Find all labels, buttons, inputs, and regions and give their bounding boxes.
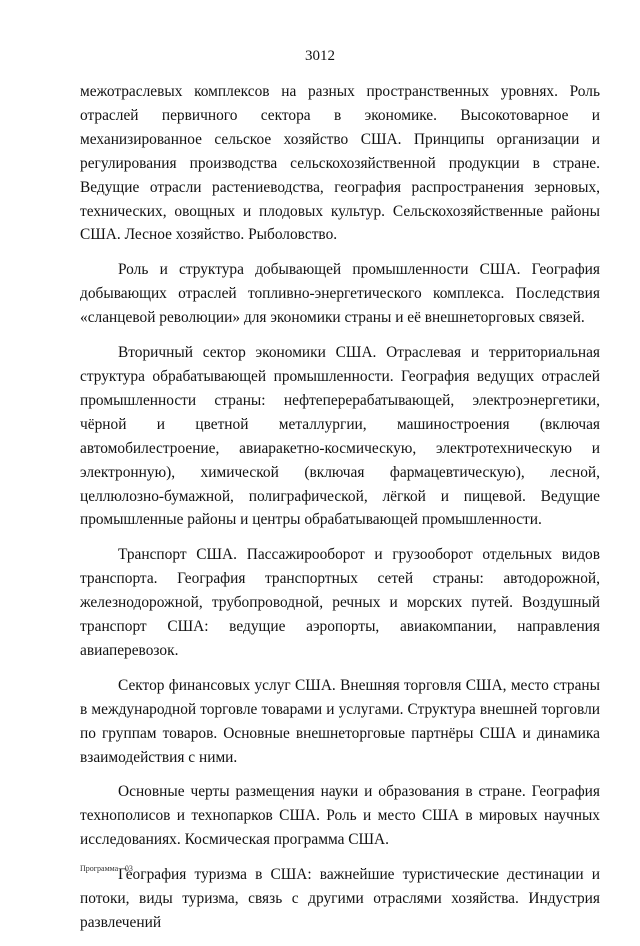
paragraph-finance-trade: Сектор финансовых услуг США. Внешняя торговля США, место страны в международной торговле товарами и услугами. Структура внешней торговли по группам товаров. Основные внешнеторговые партнёры США и динамика взаимодействия с ними. [80,676,600,766]
page-number: 3012 [305,48,335,64]
paragraph-mining: Роль и структура добывающей промышленности США. География добывающих отраслей топливно-энергетического комплекса. Последствия «сланцевой революции» для экономики страны и её внешнеторговых связей. [80,261,600,327]
page-footer: Программа - 03 [80,864,133,873]
document-body [80,80,600,946]
paragraph-transport: Транспорт США. Пассажирооборот и грузооборот отдельных видов транспорта. География транспортных сетей страны: автодорожной, железнодорожной, трубопроводной, речных и морских путей. Воздушный транспорт США: ведущие аэропорты, авиакомпании, направления авиаперевозок. [80,546,600,659]
paragraph-science: Основные черты размещения науки и образования в стране. География технополисов и технопарков США. Роль и место США в мировых научных исследованиях. Космическая программа США. [80,783,600,849]
paragraph-tourism: География туризма в США: важнейшие туристические дестинации и потоки, виды туризма, связь с другими отраслями хозяйства. Индустрия развлечений [80,866,600,931]
paragraph-agriculture: межотраслевых комплексов на разных пространственных уровнях. Роль отраслей первичного сектора в экономике. Высокотоварное и механизированное сельское хозяйство США. Принципы организации и регулирования производства сельскохозяйственной продукции в стране. Ведущие отрасли растениеводства, география распространения зерновых, технических, овощных и плодовых культур. Сельскохозяйственные районы США. Лесное хозяйство. Рыболовство. [80,83,600,244]
paragraph-manufacturing: Вторичный сектор экономики США. Отраслевая и территориальная структура обрабатывающей промышленности. География ведущих отраслей промышленности страны: нефтеперерабатывающей, электроэнергетики, чёрной и цветной металлургии, машиностроения (включая автомобилестроение, авиаракетно-космическую, электротехническую и электронную), химической (включая фармацевтическую), лесной, целлюлозно-бумажной, полиграфической, лёгкой и пищевой. Ведущие промышленные районы и центры обрабатывающей промышленности. [80,344,600,529]
